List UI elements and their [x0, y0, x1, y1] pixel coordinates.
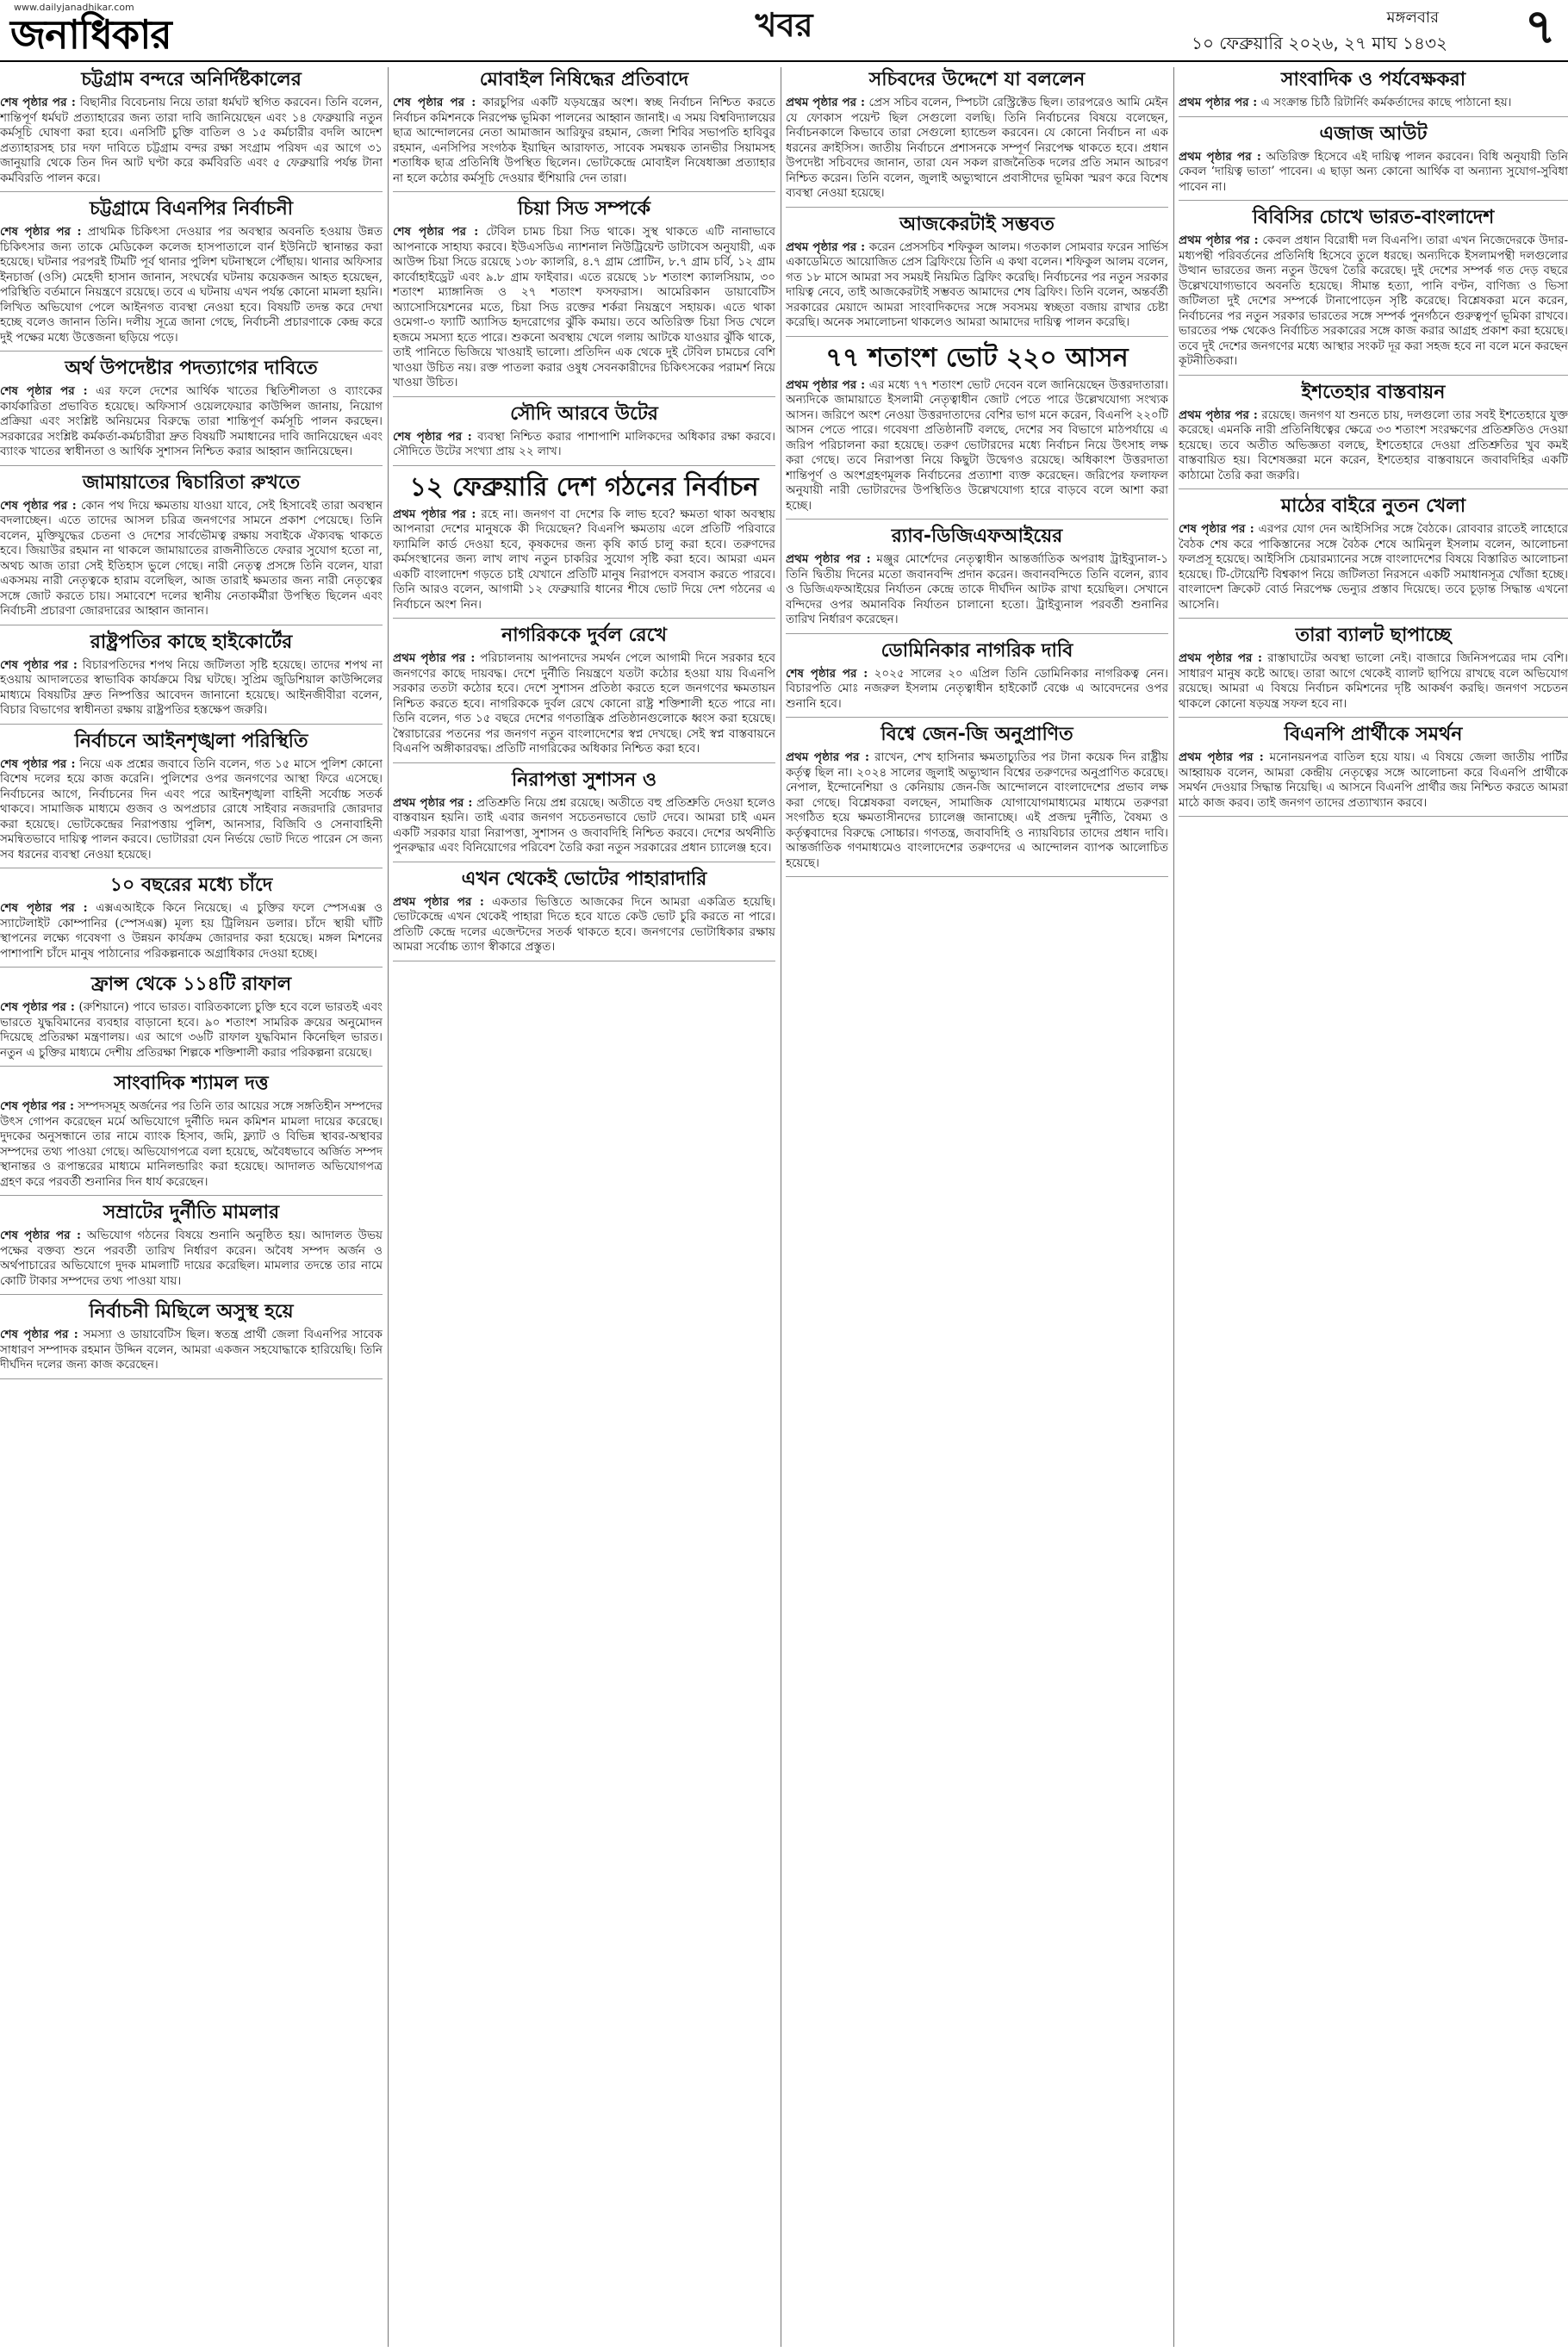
article-text: রাস্তাঘাটের অবস্থা ভালো নেই। বাজারে জিনিসপত্রের দাম বেশি। সাধারণ মানুষ কষ্টে আছে। তারা আগে থেকেই ব্যালট ছাপিয়ে রাখছে বলে অভিযোগ রয়েছে। আমরা এ বিষয়ে নির্বাচন কমিশনের দৃষ্টি আকর্ষণ করছি। জনগণ সচেতন থাকলে কোনো ষড়যন্ত্র সফল হবে না।	[1179, 651, 1568, 711]
article-headline[interactable]: বিএনপি প্রার্থীকে সমর্থন	[1284, 724, 1463, 745]
article-body	[0, 658, 383, 719]
article-lead: শেষ পৃষ্ঠার পর :	[786, 666, 868, 681]
news-article	[0, 1200, 383, 1289]
article-separator	[786, 876, 1168, 877]
article-separator	[786, 633, 1168, 634]
article-lead: শেষ পৃষ্ঠার পর :	[0, 1229, 81, 1242]
article-headline[interactable]: নির্বাচনী মিছিলে অসুস্থ হয়ে	[89, 1301, 294, 1322]
article-body	[786, 667, 1168, 712]
article-headline[interactable]: ১০ বছরের মধ্যে চাঁদে	[109, 874, 273, 896]
article-body	[393, 895, 775, 955]
article-headline[interactable]: এজাজ আউট	[1319, 122, 1428, 145]
article-separator	[1179, 375, 1568, 376]
article-text: পরিচালনায় আপনাদের সমর্থন পেলে আগামী দিনে সরকার হবে জনগণের কাছে দায়বদ্ধ। দেশে দুর্নীতি নিয়ন্ত্রণে যতটা কঠোর হওয়া যায় বিএনপি সরকার ততটা কঠোর হবে। দেশে সুশাসন প্রতিষ্ঠা করতে হলে জনগণের ক্ষমতায়ন নিশ্চিত করতে হবে। নাগরিককে দুর্বল রেখে কোনো রাষ্ট্র শক্তিশালী হতে পারে না। তিনি বলেন, গত ১৫ বছরে দেশের গণতান্ত্রিক প্রতিষ্ঠানগুলোকে ধ্বংস করা হয়েছে। স্বৈরাচারের পতনের পর জনগণ নতুন বাংলাদেশের স্বপ্ন দেখছে। সেই স্বপ্ন বাস্তবায়নে বিএনপি অঙ্গীকারবদ্ধ। প্রতিটি নাগরিকের অধিকার নিশ্চিত করা হবে।	[393, 651, 775, 756]
article-separator	[393, 618, 775, 619]
news-article	[1179, 380, 1568, 484]
article-lead: শেষ পৃষ্ঠার পর :	[0, 657, 78, 672]
article-text: এরপর যোগ দেন আইসিসির সঙ্গে বৈঠকে। রোববার রাতেই লাহোরে বৈঠক শেষ করে পাকিস্তানের সঙ্গে বৈঠক শেষে আমিনুল ইসলাম বলেন, আলোচনা ফলপ্রসূ হয়েছে। আইসিসি চেয়ারম্যানের সঙ্গে বাংলাদেশের বিষয়ে বিস্তারিত আলোচনা হয়েছে। টি-টোয়েন্টি বিশ্বকাপ নিয়ে জটিলতা নিরসনে একটি সমাধানসূত্র খোঁজা হচ্ছে। বাংলাদেশ ক্রিকেট বোর্ড নিরপেক্ষ ভেন্যুর প্রস্তাব দিয়েছে। তবে চূড়ান্ত সিদ্ধান্ত এখনো আসেনি।	[1179, 522, 1568, 612]
article-text: মনোনয়নপত্র বাতিল হয়ে যায়। এ বিষয়ে জেলা জাতীয় পার্টির আহ্বায়ক বলেন, আমরা কেন্দ্রীয় নেতৃত্বের সঙ্গে আলোচনা করে বিএনপি প্রার্থীকে সমর্থন দেওয়ার সিদ্ধান্ত নিয়েছি। এ আসনে বিএনপি প্রার্থীর জয় নিশ্চিত করতে আমরা মাঠে কাজ করব। তাই জনগণ তাদের প্রত্যাখ্যান করবে।	[1179, 750, 1568, 810]
article-lead: শেষ পৃষ্ঠার পর :	[0, 1000, 75, 1014]
article-headline[interactable]: চট্টগ্রামে বিএনপির নির্বাচনী	[89, 198, 294, 220]
article-headline[interactable]: নিরাপত্তা সুশাসন ও	[511, 768, 657, 791]
article-text: ব্যবস্থা নিশ্চিত করার পাশাপাশি মালিকদের অধিকার রক্ষা করবে। সৌদিতে উটের সংখ্যা প্রায় ২২ লাখ।	[393, 429, 775, 458]
article-text: কোন পথ দিয়ে ক্ষমতায় যাওয়া যাবে, সেই হিসাবেই তারা অবস্থান বদলাচ্ছেন। এতে তাদের আসল চরিত্র জনগণের সামনে প্রকাশ পেয়েছে। তিনি বলেন, মুক্তিযুদ্ধের চেতনা ও দেশের সার্বভৌমত্ব রক্ষায় সবাইকে ঐক্যবদ্ধ থাকতে হবে। জিয়াউর রহমান না থাকলে জামায়াতের রাজনীতিতে ফেরার সুযোগ হতো না, অথচ আজ তারা সেই ইতিহাস ভুলে গেছে। নারী নেতৃত্ব প্রসঙ্গে তিনি বলেন, যারা একসময় নারী নেতৃত্বকে হারাম বলেছিল, আজ তারাই ক্ষমতার জন্য নারী নেতৃত্বের সঙ্গে জোট করতে চায়। সমাবেশে দলের স্থানীয় নেতাকর্মীরা উপস্থিত ছিলেন এবং নির্বাচনী প্রচারণা জোরদারের আহ্বান জানান।	[0, 498, 383, 618]
article-body	[0, 757, 383, 863]
news-article	[786, 638, 1168, 712]
article-text: সমস্যা ও ডায়াবেটিস ছিল। স্বতন্ত্র প্রার্থী জেলা বিএনপির সাবেক সাধারণ সম্পাদক রহমান উদ্দিন বলেন, আমরা একজন সহযোদ্ধাকে হারিয়েছি। তিনি দীর্ঘদিন দলের জন্য কাজ করেছেন।	[0, 1328, 383, 1372]
article-headline[interactable]: এখন থেকেই ভোটের পাহারাদারি	[461, 868, 707, 890]
article-body	[0, 1099, 383, 1190]
article-body	[1179, 651, 1568, 712]
article-separator	[393, 396, 775, 397]
masthead	[0, 0, 1568, 60]
article-text: রাখেন, শেখ হাসিনার ক্ষমতাচ্যুতির পর টানা কয়েক দিন রাষ্ট্রীয় কর্তৃত্ব ছিল না। ২০২৪ সালের জুলাই অভ্যুত্থান বিশ্বের তরুণদের অনুপ্রাণিত করেছে। নেপাল, ইন্দোনেশিয়া ও কেনিয়ায় জেন-জি আন্দোলনে বাংলাদেশের প্রভাব লক্ষ করা গেছে। বিশ্লেষকরা বলছেন, সামাজিক যোগাযোগমাধ্যমের মাধ্যমে তরুণরা সংগঠিত হয়ে ক্ষমতাসীনদের চ্যালেঞ্জ জানাচ্ছে। এই প্রজন্ম দুর্নীতি, বৈষম্য ও কর্তৃত্ববাদের বিরুদ্ধে সোচ্চার। গণতন্ত্র, জবাবদিহি ও ন্যায়বিচার তাদের প্রধান দাবি। আন্তর্জাতিক গণমাধ্যমেও বাংলাদেশের তরুণদের এ আন্দোলন ব্যাপক আলোচিত হয়েছে।	[786, 750, 1168, 870]
article-lead: শেষ পৃষ্ঠার পর :	[0, 498, 77, 513]
article-headline[interactable]: ৭৭ শতাংশ ভোট ২২০ আসন	[825, 342, 1129, 373]
article-separator	[0, 1195, 383, 1196]
news-article	[1179, 722, 1568, 811]
article-text: কেবল প্রধান বিরোধী দল বিএনপি। তারা এখন নিজেদেরকে উদার-মধ্যপন্থী পরিবর্তনের প্রতিনিধি হিসেবে তুলে ধরছে। অন্যদিকে ইসলামপন্থী দলগুলোর উত্থান ভারতের জন্য নতুন উদ্বেগ তৈরি করেছে। দুই দেশের সম্পর্ক গত দেড় বছরে উল্লেখযোগ্যভাবে অবনতি হয়েছে। সীমান্ত হত্যা, পানি বণ্টন, বাণিজ্য ও ভিসা জটিলতা দুই দেশের সম্পর্কে টানাপোড়েন সৃষ্টি করেছে। বিশ্লেষকরা মনে করেন, নির্বাচনের পর নতুন সরকার ভারতের সঙ্গে সম্পর্ক পুনর্গঠনে গুরুত্বপূর্ণ ভূমিকা রাখবে। ভারতের পক্ষ থেকেও নির্বাচিত সরকারের সঙ্গে কাজ করার আগ্রহ প্রকাশ করা হয়েছে। তবে দুই দেশের জনগণের মধ্যে আস্থার সংকট দূর করা সহজ হবে না বলে মনে করছেন কূটনীতিকরা।	[1179, 233, 1568, 368]
article-lead: শেষ পৃষ্ঠার পর :	[0, 1099, 74, 1113]
news-article	[0, 67, 383, 186]
article-lead: শেষ পৃষ্ঠার পর :	[393, 96, 476, 109]
article-text: অতিরিক্ত হিসেবে এই দায়িত্ব পালন করবেন। বিধি অনুযায়ী তিনি কেবল ‘দায়িত্ব ভাতা’ পাবেন। এ ছাড়া অন্য কোনো আর্থিক বা অন্যান্য সুযোগ-সুবিধা পাবেন না।	[1179, 149, 1568, 194]
article-lead: শেষ পৃষ্ঠার পর :	[0, 901, 88, 915]
article-text: এক্সএআইকে কিনে নিয়েছে। এ চুক্তির ফলে স্পেসএক্স ও স্যাটেলাইট কোম্পানির (স্পেসএক্স) মূল্য হয় ট্রিলিয়ন ডলার। চাঁদে স্থায়ী ঘাঁটি স্থাপনের লক্ষ্যে গবেষণা ও উন্নয়ন কার্যক্রম জোরদার করা হয়েছে। মঙ্গল মিশনের পাশাপাশি চাঁদে মানুষ পাঠানোর পরিকল্পনাকে অগ্রাধিকার দেওয়া হচ্ছে।	[0, 901, 383, 961]
article-body	[0, 1229, 383, 1289]
article-headline[interactable]: সম্রাটের দুর্নীতি মামলার	[103, 1202, 280, 1223]
news-article	[0, 1299, 383, 1373]
article-text: রহে না। জনগণ বা দেশের কি লাভ হবে? ক্ষমতা থাকা অবস্থায় আপনারা দেশের মানুষকে কী দিয়েছেন? বিএনপি ক্ষমতায় এলে প্রতিটি পরিবারে ফ্যামিলি কার্ড দেওয়া হবে, কৃষকদের জন্য কৃষি কার্ড চালু করা হবে। তরুণদের কর্মসংস্থানের জন্য লাখ লাখ নতুন চাকরির সুযোগ সৃষ্টি করা হবে। আমরা এমন একটি বাংলাদেশ গড়তে চাই যেখানে প্রতিটি মানুষ নিরাপদে বসবাস করতে পারবে। তিনি আরও বলেন, আগামী ১২ ফেব্রুয়ারি ধানের শীষে ভোট দিয়ে দেশ গঠনের এ নির্বাচনে অংশ নিন।	[393, 507, 775, 612]
article-separator	[393, 762, 775, 763]
article-lead: শেষ পৃষ্ঠার পর :	[393, 225, 479, 239]
article-separator	[1179, 816, 1568, 817]
article-headline[interactable]: চট্টগ্রাম বন্দরে অনির্দিষ্টকালের	[81, 69, 302, 90]
article-text: মঞ্জুর মোর্শেদের নেতৃত্বাধীন আন্তর্জাতিক অপরাধ ট্রাইব্যুনাল-১ তিনি দ্বিতীয় দিনের মতো জবানবন্দি প্রদান করেন। জবানবন্দিতে তিনি বলেন, র‍্যাব ও ডিজিএফআইয়ের নির্যাতন কেন্দ্রে তাকে দীর্ঘদিন আটক রাখা হয়েছিল। সেখানে বন্দিদের ওপর অমানবিক নির্যাতন চালানো হতো। ট্রাইব্যুনাল পরবর্তী শুনানির তারিখ নির্ধারণ করেছেন।	[786, 552, 1168, 626]
article-body	[1179, 233, 1568, 370]
news-article	[786, 212, 1168, 331]
article-text: এ সংক্রান্ত চিঠি রিটার্নিং কর্মকর্তাদের কাছে পাঠানো হয়।	[1260, 96, 1512, 109]
article-body	[786, 378, 1168, 514]
news-article	[393, 196, 775, 391]
article-body	[393, 96, 775, 186]
article-text: এর ফলে দেশের আর্থিক খাতের স্থিতিশীলতা ও ব্যাংকের কার্যকারিতা প্রভাবিত হয়েছে। অফিসার্স ওয়েলফেয়ার কাউন্সিল জানায়, নিয়োগ প্রক্রিয়া এবং সংশ্লিষ্ট অনিয়মের বিরুদ্ধে তারা শান্তিপূর্ণ কর্মসূচি পালন করছেন। সরকারের সংশ্লিষ্ট কর্মকর্তা-কর্মচারীরা দ্রুত বিষয়টি সমাধানের দাবি জানিয়েছেন এবং ব্যাংক খাতের স্বাধীনতা ও আর্থিক সুশাসন নিশ্চিত করার আহ্বান জানিয়েছেন।	[0, 384, 383, 458]
news-article	[393, 67, 775, 186]
article-text: বিচারপতিদের শপথ নিয়ে জটিলতা সৃষ্টি হয়েছে। তাদের শপথ না হওয়ায় আদালতের স্বাভাবিক কার্যক্রমে বিঘ্ন ঘটছে। সুপ্রিম জুডিশিয়াল কাউন্সিলের মাধ্যমে বিষয়টির দ্রুত নিষ্পত্তির আবেদন জানানো হয়েছে। আইনজীবীরা বলেন, বিচার বিভাগের স্বাধীনতা রক্ষায় রাষ্ট্রপতির হস্তক্ষেপ জরুরি।	[0, 657, 383, 717]
article-lead: প্রথম পৃষ্ঠার পর :	[1179, 750, 1264, 764]
news-article	[786, 722, 1168, 871]
article-separator	[1179, 717, 1568, 718]
article-headline[interactable]: সচিবদের উদ্দেশে যা বললেন	[868, 69, 1086, 90]
article-body	[786, 240, 1168, 331]
article-text: প্রতিশ্রুতি নিয়ে প্রশ্ন রয়েছে। অতীতে বহু প্রতিশ্রুতি দেওয়া হলেও বাস্তবায়ন হয়নি। তাই এবার জনগণ সচেতনভাবে ভোট দেবে। আমরা চাই এমন একটি সরকার যারা নিরাপত্তা, সুশাসন ও জবাবদিহি নিশ্চিত করবে। দেশের অর্থনীতি পুনরুদ্ধার এবং বিনিয়োগের পরিবেশ তৈরি করা নতুন সরকারের প্রধান চ্যালেঞ্জ হবে।	[393, 795, 775, 855]
article-body	[0, 1328, 383, 1373]
article-lead: প্রথম পৃষ্ঠার পর :	[786, 96, 865, 109]
article-headline[interactable]: জামায়াতের দ্বিচারিতা রুখতে	[82, 471, 301, 494]
article-lead: শেষ পৃষ্ঠার পর :	[0, 1328, 78, 1341]
article-body	[0, 384, 383, 460]
news-article	[0, 356, 383, 460]
news-article	[786, 341, 1168, 514]
section-title: খবর	[755, 6, 813, 44]
article-headline[interactable]: মোবাইল নিষিদ্ধের প্রতিবাদে	[479, 69, 689, 90]
article-separator	[0, 967, 383, 968]
article-text: একতার ভিত্তিতে আজকের দিনে আমরা একত্রিত হয়েছি। ভোটকেন্দ্রে এখন থেকেই পাহারা দিতে হবে যাতে কেউ ভোট চুরি করতে না পারে। প্রতিটি কেন্দ্রে দলের এজেন্টদের সতর্ক থাকতে হবে। জনগণের ভোটাধিকার রক্ষায় আমরা সর্বোচ্চ ত্যাগ স্বীকারে প্রস্তুত।	[393, 894, 775, 954]
news-article	[1179, 205, 1568, 370]
article-lead: শেষ পৃষ্ঠার পর :	[0, 96, 76, 109]
article-separator	[786, 717, 1168, 718]
article-body	[786, 96, 1168, 202]
article-separator	[0, 191, 383, 192]
site-url[interactable]: www.dailyjanadhikar.com	[14, 2, 134, 13]
news-article	[1179, 121, 1568, 196]
article-lead: প্রথম পৃষ্ঠার পর :	[393, 651, 476, 665]
article-headline[interactable]: নাগরিককে দুর্বল রেখে	[501, 625, 667, 646]
article-headline[interactable]: বিশ্বে জেন-জি অনুপ্রাণিত	[880, 724, 1073, 745]
column-3	[786, 67, 1168, 2347]
column-divider	[1173, 67, 1174, 2347]
article-body	[393, 225, 775, 391]
article-separator	[1179, 618, 1568, 619]
article-lead: প্রথম পৃষ্ঠার পর :	[786, 377, 866, 392]
column-2	[393, 67, 775, 2347]
article-headline[interactable]: ১২ ফেব্রুয়ারি দেশ গঠনের নির্বাচন	[409, 471, 759, 502]
article-lead: প্রথম পৃষ্ঠার পর :	[1179, 233, 1259, 247]
article-headline[interactable]: চিয়া সিড সম্পর্কে	[517, 198, 651, 220]
article-headline[interactable]: র‍্যাব-ডিজিএফআইয়ের	[891, 526, 1063, 547]
article-separator	[1179, 200, 1568, 201]
article-headline[interactable]: আজকেরটাই সম্ভবত	[899, 213, 1055, 235]
article-lead: প্রথম পৃষ্ঠার পর :	[393, 507, 476, 521]
article-lead: প্রথম পৃষ্ঠার পর :	[786, 750, 869, 764]
article-lead: প্রথম পৃষ্ঠার পর :	[1179, 149, 1261, 164]
article-separator	[0, 1066, 383, 1067]
news-article	[393, 470, 775, 613]
article-headline[interactable]: মাঠের বাইরে নুতন খেলা	[1280, 495, 1466, 517]
article-separator	[786, 519, 1168, 520]
article-separator	[786, 207, 1168, 208]
header-rule	[0, 60, 1568, 62]
article-body	[0, 225, 383, 345]
article-body	[1179, 522, 1568, 613]
article-text: করেন প্রেসসচিব শফিকুল আলম। গতকাল সোমবার ফরেন সার্ভিস একাডেমিতে আয়োজিত প্রেস ব্রিফিংয়ে তিনি এ কথা বলেন। শফিকুল আলম বলেন, গত ১৮ মাসে আমরা সব সময়ই নিয়মিত ব্রিফিং করেছি। নির্বাচনের পর নতুন সরকার দায়িত্ব নেবে, তাই আজকেরটাই সম্ভবত আমাদের শেষ ব্রিফিং। তিনি বলেন, অন্তর্বর্তী সরকারের মেয়াদে আমরা সাংবাদিকদের সঙ্গে সবসময় স্বচ্ছতা বজায় রাখার চেষ্টা করেছি। অনেক সমালোচনা থাকলেও আমরা আমাদের দায়িত্ব পালন করেছি।	[786, 240, 1168, 329]
article-headline[interactable]: তারা ব্যালট ছাপাচ্ছে	[1295, 625, 1452, 646]
article-lead: শেষ পৃষ্ঠার পর :	[393, 429, 472, 444]
article-body	[1179, 408, 1568, 484]
article-body	[1179, 96, 1568, 111]
news-article	[0, 1071, 383, 1190]
article-headline[interactable]: ইশতেহার বাস্তবায়ন	[1301, 381, 1446, 403]
article-body	[0, 499, 383, 619]
article-separator	[0, 1378, 383, 1379]
news-article	[0, 630, 383, 719]
article-headline[interactable]: ফ্রান্স থেকে ১১৪টি রাফাল	[90, 974, 292, 995]
news-article	[0, 470, 383, 619]
article-headline[interactable]: বিবিসির চোখে ভারত-বাংলাদেশ	[1252, 207, 1495, 228]
article-body	[0, 1000, 383, 1061]
article-text: কারচুপির একটি যড়যন্ত্রের অংশ। স্বচ্ছ নির্বাচন নিশ্চিত করতে নির্বাচন কমিশনকে নিরপেক্ষ ভূমিকা পালনের আহ্বান জানাই। এ সময় বিশ্ববিদ্যালয়ের ছাত্র আন্দোলনের নেতা আমাজান আরিফুর রহমান, জেলা শিবির সভাপতি হাবিবুর রহমান, এনসিপির সংগঠক ইয়াছিন আরাফাত, সাবেক সমন্বয়ক তানভীর সিয়ামসহ শতাধিক ছাত্র প্রতিনিধি উপস্থিত ছিলেন। ভোটকেন্দ্রে মোবাইল নিষেধাজ্ঞা প্রত্যাহার না হলে কঠোর কর্মসূচি দেওয়ার হুঁশিয়ারি দেন তারা।	[393, 96, 775, 185]
column-divider	[388, 67, 389, 2347]
article-separator	[0, 724, 383, 725]
article-lead: প্রথম পৃষ্ঠার পর :	[786, 552, 871, 566]
article-body	[786, 750, 1168, 871]
article-body	[0, 901, 383, 961]
article-body	[1179, 150, 1568, 196]
news-article	[0, 972, 383, 1061]
news-article	[393, 867, 775, 955]
article-body	[393, 796, 775, 856]
article-lead: শেষ পৃষ্ঠার পর :	[0, 225, 82, 239]
article-separator	[393, 191, 775, 192]
newspaper-logo[interactable]	[5, 2, 229, 59]
article-text: সম্পদসমূহ অর্জনের পর তিনি তার আয়ের সঙ্গে সঙ্গতিহীন সম্পদের উৎস গোপন করেছেন মর্মে অভিযোগে দুর্নীতি দমন কমিশন মামলা দায়ের করেছে। দুদকের অনুসন্ধানে তার নামে ব্যাংক হিসাব, জমি, ফ্ল্যাট ও বিভিন্ন স্থাবর-অস্থাবর সম্পদের তথ্য পাওয়া গেছে। অভিযোগপত্রে বলা হয়েছে, অবৈধভাবে অর্জিত সম্পদ স্থানান্তর ও রূপান্তরের মাধ্যমে মানিলন্ডারিং করা হয়েছে। আদালত অভিযোগপত্র গ্রহণ করে পরবর্তী শুনানির দিন ধার্য করেছেন।	[0, 1099, 383, 1189]
article-body	[393, 507, 775, 613]
article-headline[interactable]: নির্বাচনে আইনশৃঙ্খলা পরিস্থিতি	[74, 730, 308, 752]
article-lead: প্রথম পৃষ্ঠার পর :	[786, 240, 866, 254]
article-text: প্রেস সচিব বলেন, স্পিচটা রেস্ট্রিক্টেড ছিল। তারপরেও আমি মেইন যে ফোকাস পয়েন্ট ছিল সেগুলো বলছি। তিনি নির্বাচনের বিষয়ে বলেছেন, নির্বাচনকালে কিভাবে তারা সেগুলো হ্যান্ডেল করবেন। যে কোনো নির্বাচন না এক ধরনের ক্রাইসিস। জাতীয় নির্বাচনে প্রশাসনকে সম্পূর্ণ নিরপেক্ষ থাকতে হবে। প্রধান উপদেষ্টা সচিবদের জানান, তারা যেন সকল রাজনৈতিক দলের প্রতি সমান আচরণ নিশ্চিত করেন। তিনি বলেন, জুলাই অভ্যুত্থানে প্রবাসীদের ভূমিকা স্মরণ করে বিশেষ ব্যবস্থা নেওয়া হয়েছে।	[786, 96, 1168, 200]
news-article	[786, 67, 1168, 202]
article-body	[1179, 750, 1568, 811]
article-headline[interactable]: সাংবাদিক ও পর্যবেক্ষকরা	[1280, 69, 1466, 90]
article-text: নিয়ে এক প্রশ্নের জবাবে তিনি বলেন, গত ১৫ মাসে পুলিশ কোনো বিশেষ দলের হয়ে কাজ করেনি। পুলিশের ওপর জনগণের আস্থা ফিরে এসেছে। নির্বাচনের আগে, নির্বাচনের দিন এবং পরে আইনশৃঙ্খলা বাহিনী সর্বোচ্চ সতর্ক থাকবে। সামাজিক মাধ্যমে গুজব ও অপপ্রচার রোধে সাইবার নজরদারি জোরদার করা হয়েছে। ভোটকেন্দ্রের নিরাপত্তায় পুলিশ, আনসার, বিজিবি ও সেনাবাহিনী সমন্বিতভাবে দায়িত্ব পালন করবে। ভোটাররা যেন নির্ভয়ে ভোট দিতে পারেন সে জন্য সব ধরনের ব্যবস্থা নেওয়া হয়েছে।	[0, 756, 383, 862]
article-lead: প্রথম পৃষ্ঠার পর :	[1179, 96, 1258, 109]
article-text: অভিযোগ গঠনের বিষয়ে শুনানি অনুষ্ঠিত হয়। আদালত উভয় পক্ষের বক্তব্য শুনে পরবর্তী তারিখ নির্ধারণ করেন। অবৈধ সম্পদ অর্জন ও অর্থপাচারের অভিযোগে দুদক মামলাটি দায়ের করেছিল। মামলার তদন্তে তার নামে কোটি টাকার সম্পদের তথ্য পাওয়া যায়।	[0, 1229, 383, 1288]
logo-wordmark: জনাধিকার	[10, 11, 171, 58]
article-lead: শেষ পৃষ্ঠার পর :	[1179, 522, 1254, 536]
article-text: বিছানীর বিবেচনায় নিয়ে তারা ধর্মঘট স্থগিত করবেন। তিনি বলেন, শান্তিপূর্ণ ধর্মঘট প্রত্যাহারের জন্য তারা দাবি জানিয়েছেন এবং ১৪ ফেব্রুয়ারি নতুন কর্মসূচি ঘোষণা করা হবে। এনসিটি চুক্তি বাতিল ও ১৫ কর্মচারীর বদলি আদেশ প্রত্যাহারসহ চার দফা দাবিতে চট্টগ্রাম বন্দর রক্ষা সংগ্রাম পরিষদ এর আগে ৩১ জানুয়ারি থেকে তিন দিন আট ঘণ্টা করে কর্মবিরতি এবং ৫ ফেব্রুয়ারি পর্যন্ত টানা কর্মবিরতি পালন করে।	[0, 96, 383, 185]
article-lead: প্রথম পৃষ্ঠার পর :	[393, 894, 484, 909]
article-headline[interactable]: ডোমিনিকার নাগরিক দাবি	[880, 639, 1073, 662]
article-separator	[393, 465, 775, 466]
article-separator	[0, 465, 383, 466]
article-text: টেবিল চামচ চিয়া সিড থাকে। সুস্থ থাকতে এটি নানাভাবে আপনাকে সাহায্য করবে। ইউএসডিএ ন্যাশনাল নিউট্রিয়েন্ট ডাটাবেস অনুযায়ী, এক আউন্স চিয়া সিডে রয়েছে ১৩৮ ক্যালরি, ৪.৭ গ্রাম প্রোটিন, ৮.৭ গ্রাম চর্বি, ১২ গ্রাম কার্বোহাইড্রেট এবং ৯.৮ গ্রাম ফাইবার। এতে রয়েছে ১৮ শতাংশ ক্যালসিয়াম, ৩০ শতাংশ ম্যাঙ্গানিজ ও ২৭ শতাংশ ফসফরাস। আমেরিকান ডায়াবেটিস অ্যাসোসিয়েশনের মতে, চিয়া সিড রক্তের শর্করা নিয়ন্ত্রণে সহায়ক। এতে থাকা ওমেগা-৩ ফ্যাটি অ্যাসিড হৃদরোগের ঝুঁকি কমায়। তবে অতিরিক্ত চিয়া সিড খেলে হজমে সমস্যা হতে পারে। শুকনো অবস্থায় খেলে গলায় আটকে যাওয়ার ঝুঁকি থাকে, তাই পানিতে ভিজিয়ে খাওয়াই ভালো। প্রতিদিন এক থেকে দুই টেবিল চামচের বেশি খাওয়া উচিত নয়। রক্ত পাতলা করার ওষুধ সেবনকারীদের চিকিৎসকের পরামর্শ নিয়ে খাওয়া উচিত।	[393, 225, 775, 389]
article-lead: প্রথম পৃষ্ঠার পর :	[393, 795, 473, 810]
article-headline[interactable]: রাষ্ট্রপতির কাছে হাইকোর্টের	[90, 631, 293, 653]
article-separator	[0, 1294, 383, 1295]
article-headline[interactable]: সাংবাদিক শ্যামল দত্ত	[114, 1073, 269, 1094]
article-text: ২০২৫ সালের ২০ এপ্রিল তিনি ডোমিনিকার নাগরিকত্ব নেন। বিচারপতি মোঃ নজরুল ইসলাম নেতৃত্বাধীন হাইকোর্ট বেঞ্চে এ আবেদনের ওপর শুনানি হবে।	[786, 666, 1168, 711]
article-text: (রুশিয়ানে) পাবে ভারত। বারিতকাল্যে চুক্তি হবে বলে ভারতই এবং ভারতে যুদ্ধবিমানের ব্যবহার বাড়ানো হবে। ৯০ শতাংশ সামরিক ক্রয়ের অনুমোদন দিয়েছে প্রতিরক্ষা মন্ত্রণালয়। এর আগে ৩৬টি রাফাল যুদ্ধবিমান কিনেছিল ভারত। নতুন এ চুক্তির মাধ্যমে দেশীয় প্রতিরক্ষা শিল্পকে শক্তিশালী করার পরিকল্পনা রয়েছে।	[0, 1000, 383, 1060]
article-lead: প্রথম পৃষ্ঠার পর :	[1179, 651, 1263, 665]
news-article	[0, 196, 383, 345]
article-separator	[1179, 488, 1568, 489]
article-lead: শেষ পৃষ্ঠার পর :	[0, 384, 88, 398]
article-body	[393, 430, 775, 460]
article-body	[786, 552, 1168, 628]
news-article	[786, 524, 1168, 628]
news-article	[1179, 67, 1568, 111]
article-lead: প্রথম পৃষ্ঠার পর :	[1179, 408, 1258, 422]
article-text: রয়েছে। জনগণ যা শুনতে চায়, দলগুলো তার সবই ইশতেহারে যুক্ত করেছে। এমনকি নারী প্রতিনিধিত্বের ক্ষেত্রে ৩৩ শতাংশ সংরক্ষণের প্রতিশ্রুতিও দেওয়া হয়েছে। তবে অতীত অভিজ্ঞতা বলছে, ইশতেহারে দেওয়া প্রতিশ্রুতির খুব কমই বাস্তবায়িত হয়। বিশেষজ্ঞরা মনে করেন, ইশতেহার বাস্তবায়নে জবাবদিহির একটি কাঠামো তৈরি করা জরুরি।	[1179, 408, 1568, 482]
article-body	[0, 96, 383, 186]
news-article	[1179, 623, 1568, 712]
news-article	[393, 623, 775, 757]
news-article	[1179, 494, 1568, 613]
news-article	[0, 873, 383, 961]
news-article	[393, 768, 775, 856]
article-lead: শেষ পৃষ্ঠার পর :	[0, 756, 76, 771]
publication-date: ১০ ফেব্রুয়ারি ২০২৬, ২৭ মাঘ ১৪৩২	[1191, 33, 1447, 53]
article-headline[interactable]: অর্থ উপদেষ্টার পদত্যাগের দাবিতে	[65, 358, 318, 379]
news-article	[393, 401, 775, 460]
column-1	[0, 67, 383, 2347]
news-article	[0, 729, 383, 863]
article-text: এর মধ্যে ৭৭ শতাংশ ভোট দেবেন বলে জানিয়েছেন উত্তরদাতারা। অন্যদিকে জামায়াতে ইসলামী নেতৃত্বাধীন জোট পেতে পারে উল্লেখযোগ্য সংখ্যক আসন। জরিপে অংশ নেওয়া উত্তরদাতাদের বেশির ভাগ মনে করেন, বিএনপি ২২০টি আসন পেতে পারে। গবেষণা প্রতিষ্ঠানটি বলছে, দেশের সব বিভাগে মাঠপর্যায়ে এ জরিপ পরিচালনা করা হয়েছে। তরুণ ভোটারদের মধ্যে নির্বাচন নিয়ে উৎসাহ লক্ষ করা গেছে। তবে নিরাপত্তা নিয়ে কিছুটা উদ্বেগও রয়েছে। অধিকাংশ উত্তরদাতা শান্তিপূর্ণ ও অংশগ্রহণমূলক নির্বাচনের প্রত্যাশা ব্যক্ত করেছেন। জরিপের ফলাফল অনুযায়ী নারী ভোটারদের উপস্থিতিও উল্লেখযোগ্য হারে বাড়বে বলে আশা করা হচ্ছে।	[786, 377, 1168, 513]
day-name: মঙ্গলবার	[1386, 9, 1439, 27]
article-separator	[786, 336, 1168, 337]
page-number: ৭	[1524, 0, 1556, 55]
article-separator	[1179, 116, 1568, 117]
article-separator	[0, 351, 383, 352]
article-text: প্রাথমিক চিকিৎসা দেওয়ার পর অবস্থার অবনতি হওয়ায় উন্নত চিকিৎসার জন্য তাকে মেডিকেল কলেজ হাসপাতালে বার্ন ইউনিটে স্থানান্তর করা হয়েছে। ঘটনার পরপরই টিমটি পূর্ব থানার পুলিশ ঘটনাস্থলে পৌঁছায়। থানার অফিসার ইনচার্জ (ওসি) মেহেদী হাসান জানান, সংঘর্ষের ঘটনায় কয়েকজন আহত হয়েছেন, পরিস্থিতি বর্তমানে নিয়ন্ত্রণে রয়েছে। তবে এ ঘটনায় এখন পর্যন্ত কোনো মামলা হয়নি। লিখিত অভিযোগ পেলে আইনগত ব্যবস্থা নেওয়া হবে। বিষয়টি তদন্ত করে দেখা হচ্ছে বলেও জানান তিনি। দলীয় সূত্রে জানা গেছে, নির্বাচনী প্রচারণাকে কেন্দ্র করে দুই পক্ষের মধ্যে উত্তেজনা ছড়িয়ে পড়ে।	[0, 225, 383, 345]
column-4	[1179, 67, 1568, 2347]
article-headline[interactable]: সৌদি আরবে উটের	[510, 402, 658, 425]
article-body	[393, 651, 775, 757]
